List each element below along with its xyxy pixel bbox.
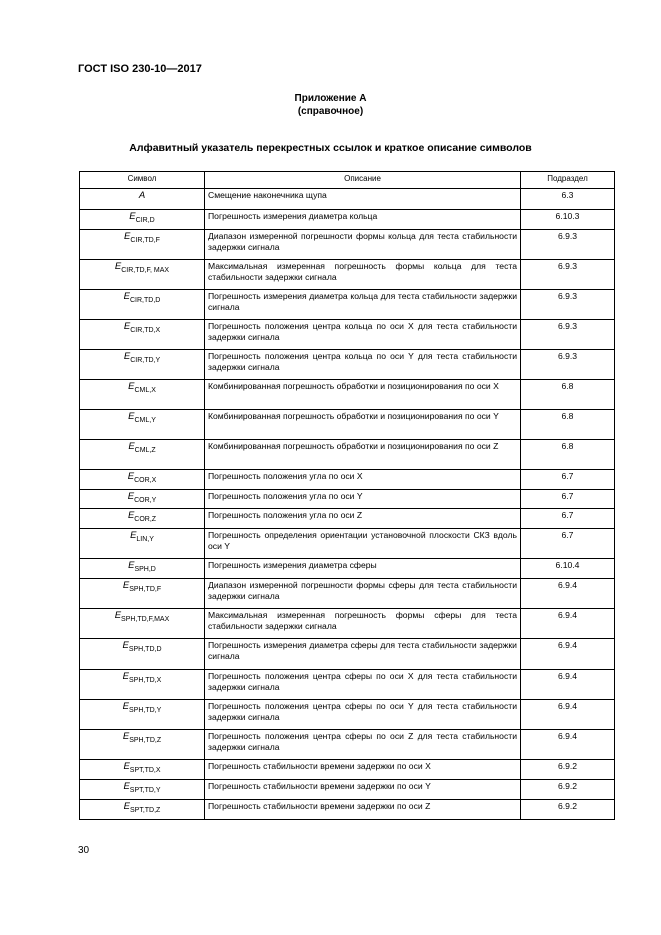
description-cell: Погрешность стабильности времени задержки по оси Z (205, 800, 521, 820)
symbol-cell (80, 260, 205, 290)
symbol-subscript: CML,X (134, 387, 156, 394)
description-cell: Погрешность положения угла по оси Z (205, 509, 521, 529)
section-cell: 6.9.2 (521, 760, 615, 780)
symbol-letter: A (138, 190, 146, 201)
table-row (80, 410, 615, 440)
symbol-cell (80, 189, 205, 210)
symbol-cell (80, 470, 205, 490)
section-cell: 6.9.2 (521, 800, 615, 820)
symbol-letter: E (123, 351, 131, 362)
table-row (80, 320, 615, 350)
table-row (80, 780, 615, 800)
symbol-cell (80, 490, 205, 509)
section-cell: 6.9.3 (521, 290, 615, 320)
symbol-subscript: CML,Y (134, 417, 156, 424)
symbol-cell (80, 529, 205, 559)
section-cell: 6.3 (521, 189, 615, 210)
column-header-symbol: Символ (80, 172, 205, 189)
appendix-subtitle: (справочное) (297, 106, 364, 117)
section-cell: 6.8 (521, 440, 615, 470)
symbol-letter: E (123, 801, 130, 812)
description-cell: Комбинированная погрешность обработки и позиционирования по оси Z (205, 440, 521, 470)
symbol-subscript: CIR,TD,X (130, 327, 161, 334)
table-row (80, 609, 615, 639)
description-cell: Диапазон измеренной погрешности формы кольца для теста стабильности задержки сигнала (205, 230, 521, 260)
table-row (80, 730, 615, 760)
description-cell: Диапазон измеренной погрешности формы сферы для теста стабильности задержки сигнала (205, 579, 521, 609)
table-row (80, 350, 615, 380)
symbol-subscript: SPT,TD,Z (130, 807, 161, 814)
description-cell: Смещение наконечника щупа (205, 189, 521, 210)
section-cell: 6.9.4 (521, 579, 615, 609)
table-row (80, 260, 615, 290)
section-cell: 6.9.3 (521, 260, 615, 290)
section-cell: 6.8 (521, 410, 615, 440)
symbol-cell (80, 290, 205, 320)
symbol-letter: E (128, 411, 135, 422)
table-row (80, 700, 615, 730)
description-cell: Погрешность измерения диаметра сферы для теста стабильности задержки сигнала (205, 639, 521, 670)
symbol-letter: E (114, 610, 122, 621)
symbol-cell (80, 700, 205, 730)
symbol-cell (80, 509, 205, 529)
section-cell: 6.7 (521, 470, 615, 490)
symbol-cell (80, 800, 205, 820)
symbol-subscript: COR,X (134, 477, 157, 484)
symbol-letter: E (124, 231, 131, 242)
symbol-cell (80, 410, 205, 440)
symbol-subscript: COR,Y (134, 497, 157, 504)
section-cell: 6.8 (521, 380, 615, 410)
symbol-letter: E (122, 580, 130, 591)
symbol-subscript: SPH,TD,Z (129, 737, 162, 744)
description-cell: Комбинированная погрешность обработки и позиционирования по оси Y (205, 410, 521, 440)
table-row (80, 579, 615, 609)
symbol-subscript: CIR,D (135, 217, 155, 224)
symbol-letter: E (123, 291, 130, 302)
symbol-subscript: SPH,D (134, 566, 156, 573)
description-cell: Погрешность положения центра сферы по оси Y для теста стабильности задержки сигнала (205, 700, 521, 730)
symbol-cell (80, 639, 205, 670)
symbol-cell (80, 350, 205, 380)
symbol-letter: E (122, 671, 130, 682)
description-cell: Комбинированная погрешность обработки и позиционирования по оси X (205, 380, 521, 410)
section-cell: 6.10.4 (521, 559, 615, 579)
document-header: ГОСТ ISO 230-10—2017 (78, 63, 202, 75)
section-cell: 6.9.3 (521, 350, 615, 380)
table-row (80, 559, 615, 579)
symbol-subscript: SPT,TD,Y (129, 787, 161, 794)
symbol-letter: E (122, 701, 130, 712)
table-row (80, 529, 615, 559)
section-cell: 6.10.3 (521, 210, 615, 230)
symbol-letter: E (123, 781, 130, 792)
symbol-letter: E (128, 441, 135, 452)
symbol-cell (80, 670, 205, 700)
description-cell: Погрешность измерения диаметра кольца для теста стабильности задержки сигнала (205, 290, 521, 320)
table-row (80, 380, 615, 410)
symbol-letter: E (128, 560, 135, 571)
symbol-cell (80, 210, 205, 230)
section-cell: 6.9.4 (521, 730, 615, 760)
symbol-letter: E (122, 731, 130, 742)
description-cell: Погрешность положения центра кольца по оси Y для теста стабильности задержки сигнала (205, 350, 521, 380)
symbol-cell (80, 380, 205, 410)
symbol-subscript: LIN,Y (136, 536, 154, 543)
symbol-letter: E (123, 761, 130, 772)
symbol-letter: E (122, 640, 129, 651)
table-header-row (80, 172, 615, 189)
symbol-subscript: SPH,TD,F,MAX (121, 616, 170, 623)
table-row (80, 470, 615, 490)
column-header-section: Подраздел (521, 172, 615, 189)
table-row (80, 230, 615, 260)
description-cell: Погрешность измерения диаметра сферы (205, 559, 521, 579)
description-cell: Максимальная измеренная погрешность формы кольца для теста стабильности задержки сигнала (205, 260, 521, 290)
symbol-cell (80, 760, 205, 780)
symbol-subscript: SPH,TD,D (128, 646, 162, 653)
symbol-letter: E (127, 491, 135, 502)
page-number: 30 (78, 845, 90, 856)
description-cell: Погрешность измерения диаметра кольца (205, 210, 521, 230)
table-row (80, 440, 615, 470)
table-row (80, 800, 615, 820)
description-cell: Погрешность положения центра сферы по оси X для теста стабильности задержки сигнала (205, 670, 521, 700)
symbol-letter: E (129, 211, 136, 222)
section-cell: 6.9.4 (521, 609, 615, 639)
appendix-title: Приложение А (294, 93, 367, 104)
symbol-cell (80, 440, 205, 470)
description-cell: Максимальная измеренная погрешность формы сферы для теста стабильности задержки сигнала (205, 609, 521, 639)
table-row (80, 509, 615, 529)
description-cell: Погрешность стабильности времени задержки по оси X (205, 760, 521, 780)
table-row (80, 189, 615, 210)
description-cell: Погрешность стабильности времени задержки по оси Y (205, 780, 521, 800)
symbol-cell (80, 579, 205, 609)
section-cell: 6.9.4 (521, 639, 615, 670)
symbol-subscript: CML,Z (134, 447, 156, 454)
symbol-letter: E (114, 261, 122, 272)
symbol-subscript: SPH,TD,Y (129, 707, 162, 714)
table-row (80, 760, 615, 780)
column-header-description: Описание (205, 172, 521, 189)
table-row (80, 670, 615, 700)
symbol-letter: E (130, 530, 137, 541)
section-cell: 6.9.2 (521, 780, 615, 800)
section-cell: 6.7 (521, 490, 615, 509)
symbol-letter: E (127, 510, 135, 521)
description-cell: Погрешность положения угла по оси Y (205, 490, 521, 509)
symbol-cell (80, 780, 205, 800)
symbol-cell (80, 609, 205, 639)
table-row (80, 490, 615, 509)
symbol-subscript: CIR,TD,Y (130, 357, 161, 364)
section-cell: 6.7 (521, 529, 615, 559)
symbol-subscript: SPH,TD,X (129, 677, 162, 684)
table-row (80, 639, 615, 670)
table-title: Алфавитный указатель перекрестных ссылок и краткое описание символов (129, 142, 532, 154)
description-cell: Погрешность определения ориентации установочной плоскости СКЗ вдоль оси Y (205, 529, 521, 559)
symbol-letter: E (128, 381, 135, 392)
symbol-cell (80, 230, 205, 260)
symbol-subscript: COR,Z (134, 516, 157, 523)
section-cell: 6.7 (521, 509, 615, 529)
symbol-subscript: CIR,TD,D (130, 297, 161, 304)
symbol-subscript: CIR,TD,F, MAX (121, 267, 170, 274)
description-cell: Погрешность положения угла по оси X (205, 470, 521, 490)
table-row (80, 210, 615, 230)
symbol-cell (80, 559, 205, 579)
symbol-index-table (79, 171, 615, 820)
symbol-letter: E (123, 321, 131, 332)
description-cell: Погрешность положения центра сферы по оси Z для теста стабильности задержки сигнала (205, 730, 521, 760)
section-cell: 6.9.4 (521, 700, 615, 730)
table-row (80, 290, 615, 320)
section-cell: 6.9.3 (521, 320, 615, 350)
symbol-cell (80, 730, 205, 760)
section-cell: 6.9.4 (521, 670, 615, 700)
symbol-subscript: CIR,TD,F (130, 237, 160, 244)
section-cell: 6.9.3 (521, 230, 615, 260)
symbol-subscript: SPH,TD,F (129, 586, 162, 593)
symbol-cell (80, 320, 205, 350)
symbol-letter: E (127, 471, 135, 482)
description-cell: Погрешность положения центра кольца по оси X для теста стабильности задержки сигнала (205, 320, 521, 350)
symbol-subscript: SPT,TD,X (129, 767, 161, 774)
table-body (80, 189, 615, 820)
